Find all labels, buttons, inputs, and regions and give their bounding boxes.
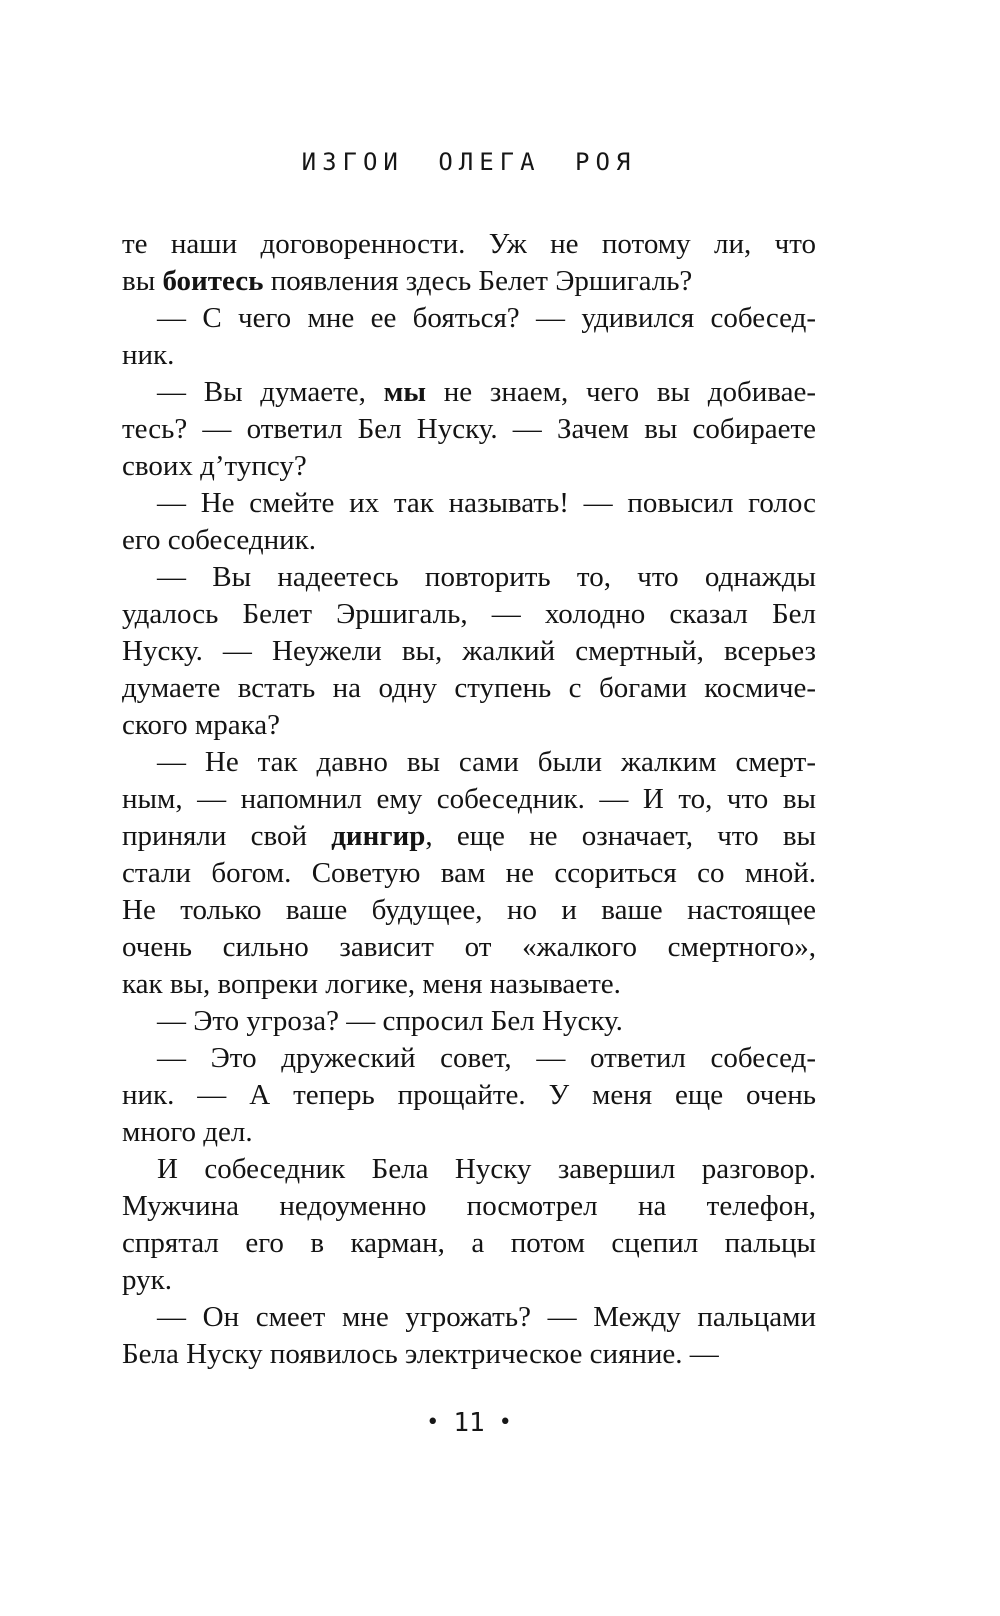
paragraph	[122, 300, 816, 374]
text-line	[122, 522, 816, 559]
text-segment: , еще не означает, что вы	[425, 820, 816, 852]
text-line	[122, 818, 816, 855]
text-segment: вы	[122, 265, 163, 297]
bold-text-segment: боитесь	[162, 265, 264, 297]
text-line	[122, 855, 816, 892]
text-segment: Нуску. — Неужели вы, жалкий смертный, всерьез	[122, 635, 816, 667]
text-segment: Бела Нуску появилось электрическое сияние. —	[122, 1338, 719, 1370]
text-segment: Мужчина недоуменно посмотрел на телефон,	[122, 1190, 816, 1222]
paragraph	[122, 1003, 816, 1040]
text-segment: Не только ваше будущее, но и ваше настоящее	[122, 894, 816, 926]
text-segment: не знаем, чего вы добивае-	[426, 376, 816, 408]
text-segment: появления здесь Белет Эршигаль?	[263, 265, 693, 297]
text-segment: — С чего мне ее бояться? — удивился собесед-	[157, 302, 816, 334]
text-segment: ского мрака?	[122, 709, 281, 741]
text-segment: очень сильно зависит от «жалкого смертного»,	[122, 931, 816, 963]
text-line	[122, 337, 816, 374]
text-segment: спрятал его в карман, а потом сцепил пальцы	[122, 1227, 816, 1259]
text-segment: ник.	[122, 339, 175, 371]
running-head-title: ИЗГОИ ОЛЕГА РОЯ	[301, 148, 637, 176]
text-line	[122, 1077, 816, 1114]
text-line	[122, 1003, 816, 1040]
text-line	[122, 670, 816, 707]
text-segment: И собеседник Бела Нуску завершил разговор.	[157, 1153, 816, 1185]
text-line	[122, 374, 816, 411]
paragraph	[122, 1151, 816, 1299]
text-line	[122, 781, 816, 818]
text-segment: много дел.	[122, 1116, 253, 1148]
text-line	[122, 559, 816, 596]
paragraph	[122, 226, 816, 300]
text-line	[122, 1262, 816, 1299]
text-segment: ным, — напомнил ему собеседник. — И то, что вы	[122, 783, 816, 815]
text-segment: — Он смеет мне угрожать? — Между пальцами	[157, 1301, 816, 1333]
page-number: 11	[453, 1408, 485, 1438]
text-line	[122, 1336, 816, 1373]
text-segment: — Вы думаете,	[157, 376, 384, 408]
text-segment: — Вы надеетесь повторить то, что однажды	[157, 561, 816, 593]
text-line	[122, 744, 816, 781]
text-segment: приняли свой	[122, 820, 332, 852]
text-line	[122, 411, 816, 448]
text-segment: как вы, вопреки логике, меня называете.	[122, 968, 621, 1000]
text-line	[122, 633, 816, 670]
text-line	[122, 1188, 816, 1225]
bold-text-segment: мы	[383, 376, 427, 408]
page-body	[122, 226, 816, 1373]
footer-right-bullet-icon: •	[498, 1410, 512, 1435]
paragraph	[122, 1040, 816, 1151]
text-line	[122, 892, 816, 929]
text-line	[122, 1040, 816, 1077]
text-segment: — Не смейте их так называть! — повысил голос	[157, 487, 816, 519]
text-segment: удалось Белет Эршигаль, — холодно сказал Бел	[122, 598, 816, 630]
footer-left-bullet-icon: •	[426, 1410, 440, 1435]
text-line	[122, 929, 816, 966]
text-segment: стали богом. Советую вам не ссориться со мной.	[122, 857, 816, 889]
page-footer	[122, 1408, 816, 1438]
bold-text-segment: дингир	[331, 820, 426, 852]
text-segment: его собеседник.	[122, 524, 316, 556]
text-segment: ник. — А теперь прощайте. У меня еще очень	[122, 1079, 816, 1111]
text-segment: — Это угроза? — спросил Бел Нуску.	[157, 1005, 623, 1037]
text-segment: своих д’тупсу?	[122, 450, 307, 482]
text-segment: — Это дружеский совет, — ответил собесед-	[157, 1042, 816, 1074]
text-segment: думаете встать на одну ступень с богами космиче-	[122, 672, 816, 704]
text-line	[122, 707, 816, 744]
paragraph	[122, 374, 816, 485]
text-line	[122, 226, 816, 263]
paragraph	[122, 744, 816, 1003]
text-line	[122, 1114, 816, 1151]
text-line	[122, 596, 816, 633]
text-segment: — Не так давно вы сами были жалким смерт-	[157, 746, 816, 778]
text-line	[122, 300, 816, 337]
text-line	[122, 1225, 816, 1262]
text-segment: те наши договоренности. Уж не потому ли, что	[122, 228, 816, 260]
text-line	[122, 1299, 816, 1336]
paragraph	[122, 1299, 816, 1373]
text-line	[122, 1151, 816, 1188]
text-segment: тесь? — ответил Бел Нуску. — Зачем вы собираете	[122, 413, 816, 445]
paragraph	[122, 559, 816, 744]
paragraph	[122, 485, 816, 559]
text-segment: рук.	[122, 1264, 172, 1296]
text-line	[122, 966, 816, 1003]
text-line	[122, 263, 816, 300]
text-line	[122, 448, 816, 485]
text-line	[122, 485, 816, 522]
